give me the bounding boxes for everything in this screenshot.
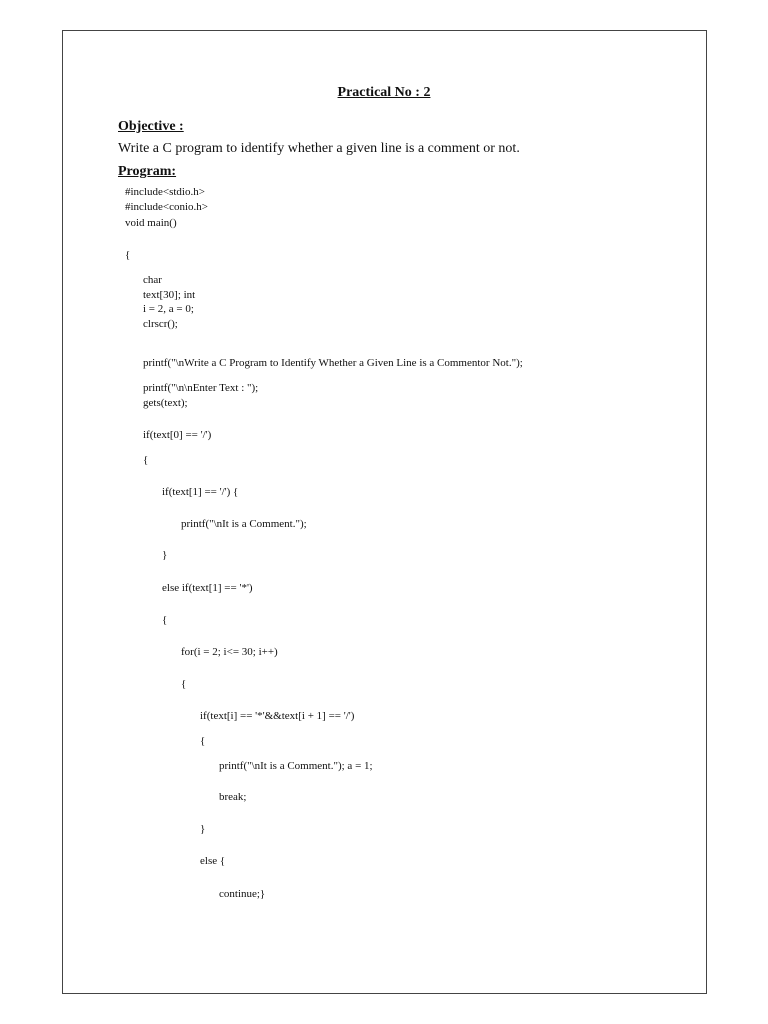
- program-heading: Program:: [118, 164, 177, 179]
- code-line: if(text[1] == '/') {: [162, 486, 239, 498]
- code-line: char: [143, 274, 162, 286]
- code-line: for(i = 2; i<= 30; i++): [181, 646, 278, 658]
- code-line: {: [181, 678, 187, 690]
- code-line: break;: [219, 791, 247, 803]
- code-line: clrscr();: [143, 318, 178, 330]
- code-line: printf("\nIt is a Comment.");: [181, 518, 307, 530]
- code-line: i = 2, a = 0;: [143, 303, 194, 315]
- code-line: printf("\nIt is a Comment."); a = 1;: [219, 760, 373, 772]
- code-line: continue;}: [219, 888, 266, 900]
- code-line: printf("\n\nEnter Text : ");: [143, 382, 259, 394]
- code-line: }: [162, 549, 168, 561]
- code-line: void main(): [125, 217, 177, 229]
- code-line: if(text[0] == '/'): [143, 429, 212, 441]
- code-line: text[30]; int: [143, 289, 196, 301]
- page-title: Practical No : 2: [337, 85, 431, 100]
- code-line: #include<stdio.h>: [125, 186, 205, 198]
- code-line: #include<conio.h>: [125, 201, 208, 213]
- code-line: if(text[i] == '*'&&text[i + 1] == '/'): [200, 710, 355, 722]
- code-line: {: [143, 454, 149, 466]
- objective-text: Write a C program to identify whether a given line is a comment or not.: [118, 141, 520, 156]
- code-line: gets(text);: [143, 397, 188, 409]
- code-line: }: [200, 823, 206, 835]
- code-line: else {: [200, 855, 226, 867]
- objective-heading: Objective :: [118, 119, 184, 134]
- code-line: {: [162, 614, 168, 626]
- code-line: {: [200, 735, 206, 747]
- code-line: printf("\nWrite a C Program to Identify Whether a Given Line is a Commentor Not.");: [143, 357, 523, 369]
- code-line: else if(text[1] == '*'): [162, 582, 253, 594]
- code-line: {: [125, 249, 131, 261]
